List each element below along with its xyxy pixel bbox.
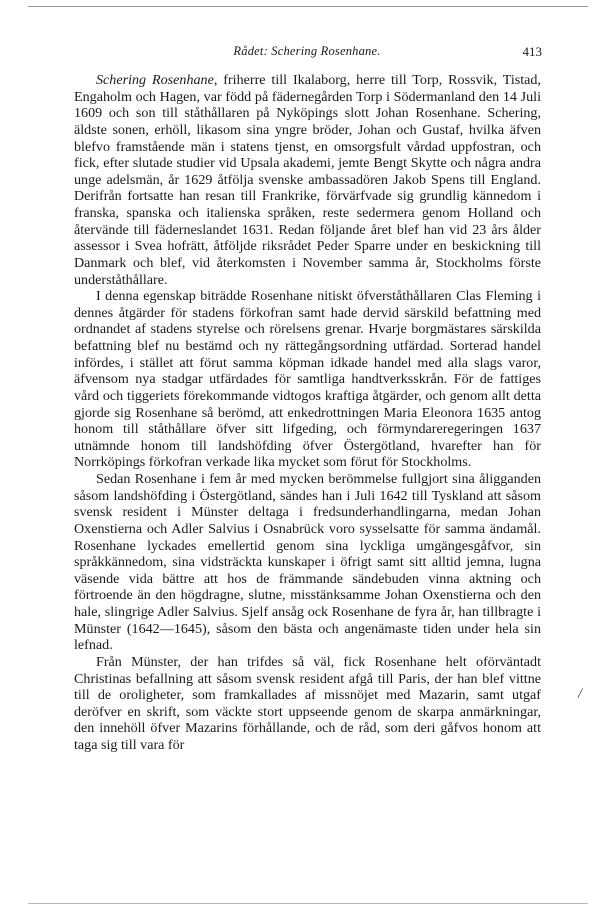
running-head: Rådet: Schering Rosenhane. bbox=[233, 44, 381, 58]
text-body bbox=[74, 72, 541, 754]
paragraph-1 bbox=[74, 72, 541, 288]
paragraph-1-lead: Schering Rosenhane, bbox=[96, 72, 218, 88]
paragraph-4: Från Münster, der han trifdes så väl, fick Rosenhane helt oförväntadt Christinas befallning att såsom svensk resident afgå till Paris, der han blef vittne till de oroligheter, som framkallades af missnöjet med Mazarin, samt utgaf deröfver en skrift, som väckte stort uppseende genom de skarpa anmärkningar, den innehöll öfver Mazarins förhållande, och de råd, som deri gåfvos honom att taga sig till vara för bbox=[74, 653, 541, 753]
paragraph-3: Sedan Rosenhane i fem år med mycken berömmelse fullgjort sina åligganden såsom landshöfding i Östergötland, sändes han i Juli 1642 till Tyskland att såsom svensk resident i Münster deltaga i fredsunderhandlingarna, medan Johan Oxenstierna och Adler Salvius i Osnabrück voro sysselsatte för samma ändamål. Rosenhane lyckades emellertid genom sina lyckliga umgängesgåfvor, sin språkkännedom, sina vidsträckta kunskaper i öfrigt samt sitt alltid jemna, lugna väsende vida bättre att hos de främmande sändebuden vinna aktning och förtroende än den högdragne, slutne, misstänksamme Johan Oxenstierna och den hale, slingrige Adler Salvius. Sjelf ansåg ock Rosenhane de fyra år, han tillbragte i Münster (1642—1645), såsom den bästa och angenämaste tiden under hela sin lefnad. bbox=[74, 471, 541, 654]
page-header bbox=[72, 44, 542, 64]
top-rule bbox=[28, 6, 588, 7]
bottom-rule bbox=[28, 903, 588, 904]
paragraph-1-text: friherre till Ikalaborg, herre till Torp, Rossvik, Tistad, Engaholm och Hagen, var född på fädernegården Torp i Södermanland den 14 Juli 1609 och son till ståthållaren på Nyköpings slott Johan Rosenhane. Schering, äldste sonen, erhöll, likasom sina yngre bröder, Johan och Gustaf, hvilka äfven blefvo framstående män i statens tjenst, en omsorgsfult vårdad uppfostran, och fick, efter slutade studier vid Upsala akademi, jemte Bengt Skytte och några andra unge adelsmän, år 1629 åtfölja svenske ambassadören Jakob Spens till England. Derifrån fortsatte han resan till Frankrike, förvärfvade sig grundlig kännedom i franska, spanska och italienska språken, reste sedermera genom Holland och återvände till fäderneslandet 1631. Redan följande året blef han vid 23 års ålder assessor i Svea hofrätt, åtföljde riksrådet Peder Sparre under en beskickning till Danmark och blef, vid återkomsten i November samma år, Stockholms förste underståthållare. bbox=[74, 72, 541, 288]
paragraph-2: I denna egenskap biträdde Rosenhane nitiskt öfverståthållaren Clas Fleming i dennes åtgärder för stadens förkofran samt hade dervid särskild befattning med ordnandet af stadens styrelse och rörelsens grenar. Hvarje borgmästares särskilda befattning blef nu bestämd och ny rättegångsordning utfärdad. Sorterad handel infördes, i stället att förut samma köpman idkade handel med alla slags varor, äfvensom nya stadgar utfärdades för samtliga handtverksskrån. För de fattiges vård och tiggeriets förekommande vidtogos kraftiga åtgärder, och genom allt detta gjorde sig Rosenhane så berömd, att enkedrottningen Maria Eleonora 1635 antog honom till ståthållare öfver sitt lifgeding, och förmyndareregeringen 1637 utnämnde honom till landshöfding öfver Östergötland, hvarefter han för Norrköpings förkofran verkade lika mycket som förut för Stockholms. bbox=[74, 288, 541, 471]
margin-pencil-mark: / bbox=[576, 685, 584, 703]
page-number: 413 bbox=[522, 44, 542, 59]
